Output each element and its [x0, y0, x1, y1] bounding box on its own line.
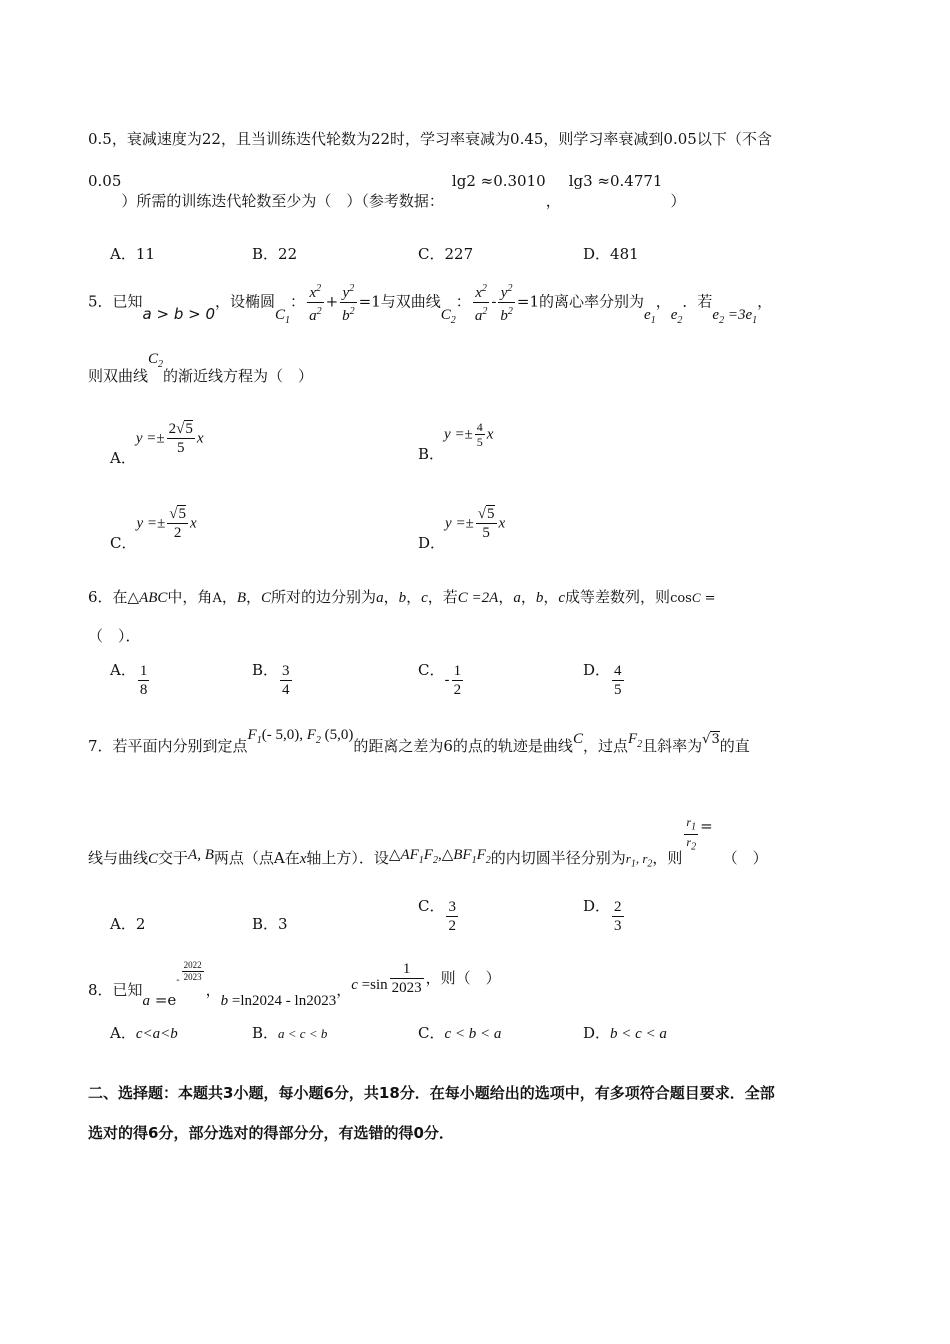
q6-option-a[interactable]: A． $\frac{1}{8}$ [110, 660, 148, 698]
q7-line1: 7．若平面内分别到定点$F_1(-$ 5,0), $F_2$ (5,0)的距离之差为6的点的轨迹是曲线C，过点$F_2$且斜率为√3的直 [88, 727, 750, 755]
q6-text4: 成等差数列，则 [565, 588, 671, 606]
q6-option-b[interactable]: B． $\frac{3}{4}$ [252, 660, 290, 698]
q7-line2-b: 交于 [158, 848, 189, 867]
q7-option-b[interactable]: B．3 [252, 915, 288, 933]
q6-text1: 中，角 [167, 588, 213, 606]
q7-line2: 线与曲线C交于A, B两点（点A在x轴上方）．设$\triangle AF_1F_2,\triangle BF_1F_2$的内切圆半径分别为$r_1$, $r_2$，则 $\frac{r_1}{r_2}$ =（ ） [88, 815, 768, 870]
q6-text3: ，若 [427, 588, 458, 606]
q5-text3: 的离心率分别为 [539, 292, 645, 311]
q6-line1: 6．在△ABC中，角A，B，C所对的边分别为a，b，c，若C =2A，a，b，c成等差数列，则cosC = [88, 588, 716, 606]
q8-option-c[interactable]: C．c < b < a [418, 1024, 502, 1042]
q6-option-c[interactable]: C．- $\frac{1}{2}$ [418, 660, 462, 698]
q5-line1: 5．已知a > b > 0，设椭圆$C_1$： $\frac{x^2}{a^2}$ + $\frac{y^2}{b^2}$ =1与双曲线$C_2$： $\frac{x^2}{a^2}$ - $\frac{y^2}{b^2}$ =1的离心率分别为$e_1$，$e_2$．若$e_2 =3e_1$， [88, 280, 772, 325]
q5-option-a[interactable]: A．y =± $\frac{2√5}{5}$ x [110, 421, 204, 467]
q4-option-d[interactable]: D．481 [583, 245, 639, 263]
section2-line1: 二、选择题：本题共3小题，每小题6分，共18分．在每小题给出的选项中，有多项符合题目要求．全部 [88, 1084, 775, 1102]
q4-line1: 0.5，衰减速度为22，且当训练迭代轮数为22时，学习率衰减为0.45，则学习率衰减到0.05以下（不含 [88, 130, 772, 148]
q5-text2: 与双曲线 [380, 292, 441, 311]
q8-option-a[interactable]: A．c<a<b [110, 1024, 178, 1042]
q7-line2-c: 两点（点A在 [213, 848, 300, 867]
q7-line2-a: 线与曲线 [88, 848, 149, 867]
q7-number: 7．若平面内分别到定点 [88, 737, 248, 755]
q5-line2-a: 则双曲线 [88, 367, 149, 385]
q5-option-c[interactable]: C．y =± $\frac{√5}{2}$ x [110, 506, 197, 552]
q5-option-d[interactable]: D．y =± $\frac{√5}{5}$ x [418, 506, 506, 552]
q4-ref-lg3: lg3 ≈0.4771 [568, 172, 663, 190]
q8-option-d[interactable]: D．b < c < a [583, 1024, 667, 1042]
q7-line2-g: （ ） [722, 848, 768, 867]
q8-number: 8．已知 [88, 980, 143, 999]
q6-line2: （ ）． [88, 627, 141, 645]
q6-option-d[interactable]: D． $\frac{4}{5}$ [583, 660, 622, 698]
q4-line2-text: ）所需的训练迭代轮数至少为（ ）（参考数据： [121, 192, 444, 210]
q5-line2-b: 的渐近线方程为（ ） [163, 367, 314, 385]
q8-option-b[interactable]: B．a < c < b [252, 1024, 328, 1042]
q7-option-d[interactable]: D． $\frac{2}{3}$ [583, 896, 622, 934]
q4-line2-value: 0.05 [88, 172, 122, 190]
q7-line2-f: ，则 [652, 848, 683, 867]
q7-text4: 的直 [719, 737, 750, 755]
q4-option-a[interactable]: A．11 [110, 245, 155, 263]
q7-line2-d: 轴上方）．设 [306, 848, 389, 867]
q7-option-a[interactable]: A．2 [110, 915, 146, 933]
q8-text1: ，则（ ） [425, 968, 501, 987]
q7-text3: 且斜率为 [642, 737, 703, 755]
q7-line2-e: 的内切圆半径分别为 [490, 848, 626, 867]
q4-ref-lg2: lg2 ≈0.3010 [451, 172, 546, 190]
q5-text4: 若 [697, 292, 713, 311]
section2-line2: 选对的得6分，部分选对的得部分分，有选错的得0分． [88, 1124, 454, 1142]
q4-line2-end: ） [670, 192, 686, 210]
q7-text1: 的距离之差为6的点的轨迹是曲线 [353, 737, 573, 755]
q6-text2: 所对的边分别为 [271, 588, 377, 606]
q5-line2: 则双曲线$C_2$的渐近线方程为（ ） [88, 351, 314, 385]
q5-option-b[interactable]: B．y =± $\frac{4}{5}$ x [418, 420, 494, 463]
q4-line2 [88, 172, 686, 210]
q4-ref-sep: ， [545, 192, 561, 210]
q4-option-b[interactable]: B．22 [252, 245, 298, 263]
q5-number: 5．已知 [88, 292, 143, 311]
q5-condition: a > b > 0 [142, 304, 216, 323]
q7-text2: ，过点 [582, 737, 628, 755]
q5-text1: ，设椭圆 [215, 292, 276, 311]
q8-line1: 8．已知a =e- $\frac{2022}{2023}$ ，b =ln2024 - ln2023，c =sin $\frac{1}{2023}$ ，则（ ） [88, 960, 501, 1009]
q7-option-c[interactable]: C． $\frac{3}{2}$ [418, 896, 456, 934]
q4-option-c[interactable]: C．227 [418, 245, 474, 263]
q6-number: 6．在 [88, 588, 128, 606]
